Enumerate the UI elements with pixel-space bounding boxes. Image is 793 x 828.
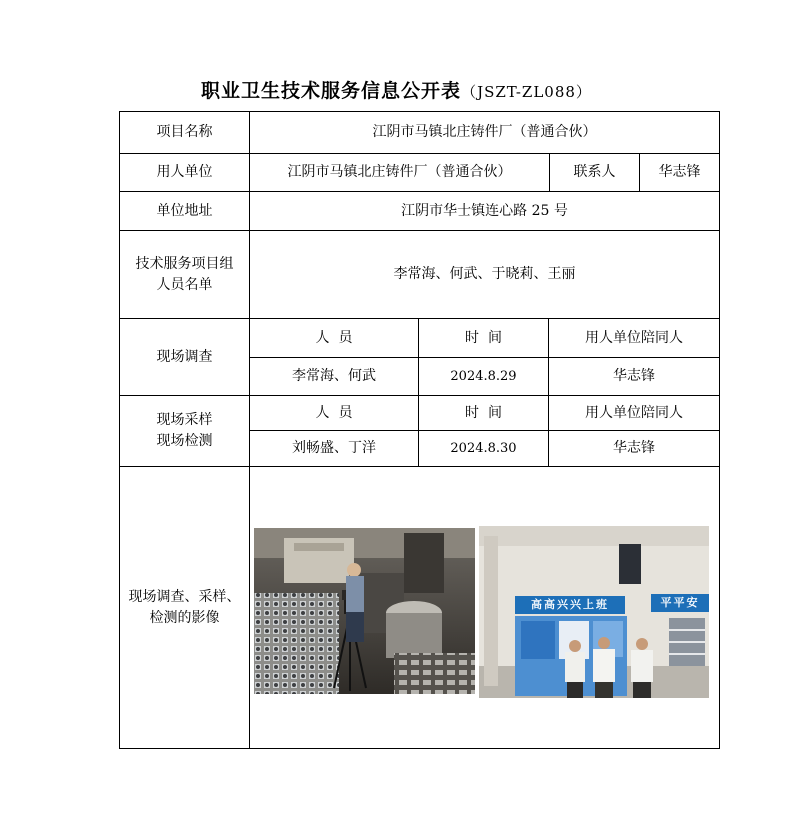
survey-header-escort: 用人单位陪同人 <box>585 329 683 346</box>
sampling-header-escort: 用人单位陪同人 <box>585 404 683 421</box>
photo-sign-left: 高高兴兴上班 <box>531 598 609 611</box>
sampling-label: 现场采样 现场检测 <box>156 412 213 449</box>
sampling-time: 2024.8.30 <box>450 441 517 456</box>
title-main: 职业卫生技术服务信息公开表 <box>201 80 462 102</box>
contact-label: 联系人 <box>573 164 616 180</box>
survey-label: 现场调查 <box>156 348 213 365</box>
sampling-header-people: 人 员 <box>315 404 353 421</box>
contact-value: 华志锋 <box>658 164 701 180</box>
images-label: 现场调查、采样、 检测的影像 <box>128 588 241 626</box>
survey-people: 李常海、何武 <box>292 368 376 384</box>
table-border-right <box>719 111 720 749</box>
sampling-people: 刘畅盛、丁洋 <box>292 440 376 456</box>
survey-time: 2024.8.29 <box>450 369 517 384</box>
title-code: （JSZT-ZL088） <box>461 83 592 101</box>
table-border-bottom <box>119 748 720 749</box>
survey-escort: 华志锋 <box>613 368 655 384</box>
project-value: 江阴市马镇北庄铸件厂（普通合伙） <box>372 124 597 140</box>
address-value: 江阴市华士镇连心路 25 号 <box>401 202 568 219</box>
survey-header-people: 人 员 <box>315 329 353 346</box>
team-label: 技术服务项目组 人员名单 <box>135 255 234 293</box>
project-label: 项目名称 <box>156 124 213 140</box>
survey-header-time: 时 间 <box>465 329 502 346</box>
site-photo-staff <box>479 526 709 698</box>
employer-label: 用人单位 <box>156 164 213 180</box>
photo-sign-right: 平平安 <box>660 596 700 609</box>
sampling-escort: 华志锋 <box>613 440 655 456</box>
site-photo-foundry <box>254 528 475 694</box>
sampling-header-time: 时 间 <box>465 404 502 421</box>
team-value: 李常海、何武、于晓莉、王丽 <box>393 266 576 282</box>
employer-value: 江阴市马镇北庄铸件厂（普通合伙） <box>287 164 512 180</box>
address-label: 单位地址 <box>156 202 213 219</box>
